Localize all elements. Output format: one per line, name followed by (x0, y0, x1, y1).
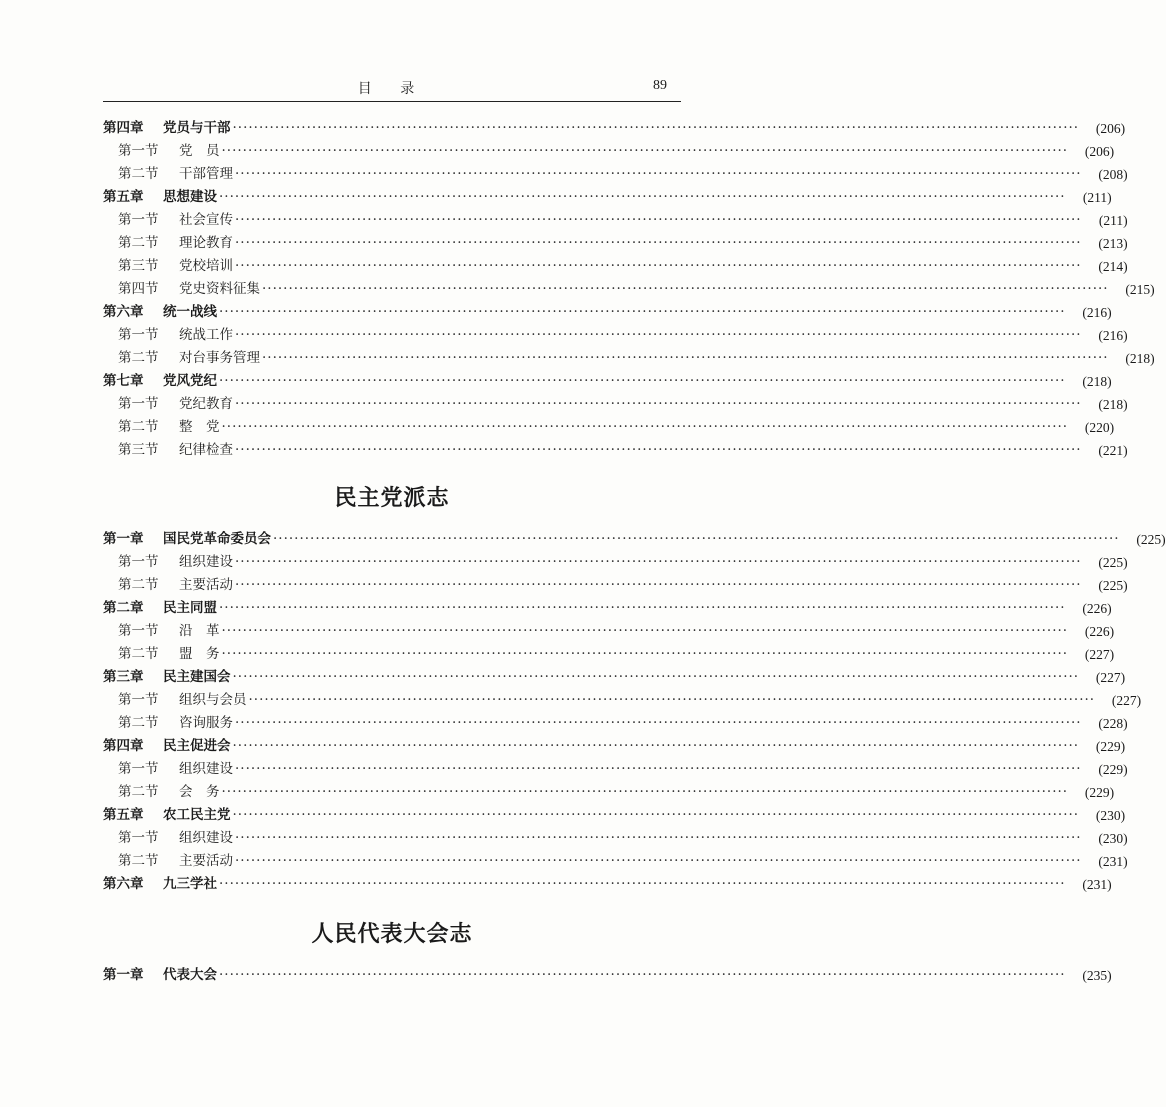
toc-entry-number: 第二节 (118, 715, 159, 731)
toc-page-number: (226) (1082, 601, 1112, 616)
toc-entry-number: 第一节 (118, 396, 159, 412)
toc-entry-title: 党 员 (179, 143, 220, 159)
toc-section-row (103, 620, 1115, 643)
toc-entry-label (103, 117, 231, 140)
toc-entry-label (103, 666, 231, 689)
part-title-democratic-parties: 民主党派志 (334, 486, 450, 511)
toc-leader-dots: ································································································································································ (221, 784, 1069, 800)
toc-entry-label (118, 347, 260, 370)
toc-leader-dots: ································································································································································ (219, 600, 1066, 616)
toc-entry-label (118, 163, 233, 186)
toc-section-row (103, 255, 1128, 278)
toc-entry-title: 民主同盟 (163, 600, 217, 616)
toc-page-number: (229) (1084, 785, 1115, 800)
toc-entry-number: 第一章 (103, 531, 144, 547)
toc-chapter-row (103, 117, 1126, 140)
toc-entry-number: 第一节 (118, 692, 159, 708)
toc-entry-title: 纪律检查 (179, 442, 233, 458)
toc-leader-dots: ································································································································································ (219, 189, 1066, 205)
toc-page-number: (218) (1098, 397, 1128, 412)
toc-leader-dots: ································································································································································ (262, 350, 1109, 366)
toc-entry-number: 第六章 (103, 304, 144, 320)
toc-entry-number: 第五章 (103, 807, 144, 823)
toc-section-row (103, 712, 1128, 735)
toc-entry-label (118, 209, 233, 232)
toc-section-row (103, 278, 1155, 301)
toc-entry-number: 第二章 (103, 600, 144, 616)
toc-chapter-row (103, 873, 1112, 896)
toc-entry-number: 第一节 (118, 623, 159, 639)
toc-entry-title: 党校培训 (179, 258, 233, 274)
toc-entry-label (118, 232, 233, 255)
toc-entry-number: 第二节 (118, 853, 159, 869)
toc-entry-number: 第二节 (118, 577, 159, 593)
toc-leader-dots: ································································································································································ (219, 967, 1066, 983)
toc-entry-label (103, 964, 217, 987)
toc-section-row (103, 439, 1128, 462)
toc-leader-dots: ································································································································································ (235, 715, 1082, 731)
toc-page-number: (225) (1136, 532, 1166, 547)
toc-page-number: (218) (1125, 351, 1155, 366)
toc-entry-label (118, 574, 233, 597)
toc-leader-dots: ································································································································································ (235, 258, 1082, 274)
header-title: 目 录 (357, 81, 427, 97)
toc-chapter-row (103, 666, 1126, 689)
toc-entry-title: 民主促进会 (163, 738, 231, 754)
toc-entry-number: 第三节 (118, 442, 159, 458)
toc-chapter-row (103, 804, 1126, 827)
toc-entry-label (118, 439, 233, 462)
toc-entry-title: 农工民主党 (163, 807, 231, 823)
toc-leader-dots: ································································································································································ (235, 442, 1082, 458)
toc-entry-number: 第七章 (103, 373, 144, 389)
toc-page-number: (208) (1098, 167, 1128, 182)
toc-page-number: (235) (1082, 968, 1112, 983)
toc-entry-label (103, 735, 231, 758)
toc-leader-dots: ································································································································································ (232, 807, 1080, 823)
page-header (103, 78, 681, 100)
toc-chapter-row (103, 301, 1112, 324)
toc-entry-number: 第四章 (103, 738, 144, 754)
toc-section-row (103, 393, 1128, 416)
toc-entry-label (118, 781, 220, 804)
toc-entry-title: 组织建设 (179, 830, 233, 846)
toc-entry-number: 第三节 (118, 258, 159, 274)
toc-entry-label (118, 712, 233, 735)
toc-leader-dots: ································································································································································ (232, 669, 1080, 685)
toc-leader-dots: ································································································································································ (221, 419, 1069, 435)
toc-block-peoples-congress (103, 964, 1112, 987)
toc-leader-dots: ································································································································································ (232, 738, 1080, 754)
toc-leader-dots: ································································································································································ (235, 327, 1082, 343)
toc-entry-number: 第一节 (118, 327, 159, 343)
toc-page-number: (216) (1098, 328, 1128, 343)
toc-entry-title: 统战工作 (179, 327, 233, 343)
toc-page-number: (229) (1095, 739, 1126, 754)
toc-page-number: (221) (1098, 443, 1128, 458)
toc-section-row (103, 781, 1115, 804)
toc-page-number: (225) (1098, 555, 1128, 570)
toc-chapter-row (103, 597, 1112, 620)
toc-page-number: (211) (1082, 190, 1112, 205)
toc-entry-title: 国民党革命委员会 (163, 531, 271, 547)
toc-entry-label (118, 278, 260, 301)
toc-entry-number: 第二节 (118, 166, 159, 182)
toc-entry-title: 咨询服务 (179, 715, 233, 731)
toc-entry-number: 第五章 (103, 189, 144, 205)
toc-page-number: (218) (1082, 374, 1112, 389)
toc-entry-title: 组织建设 (179, 554, 233, 570)
toc-leader-dots: ································································································································································ (235, 235, 1082, 251)
toc-section-row (103, 209, 1128, 232)
toc-entry-label (118, 324, 233, 347)
toc-entry-number: 第二节 (118, 235, 159, 251)
toc-entry-label (103, 873, 217, 896)
toc-entry-label (118, 827, 233, 850)
toc-section-row (103, 551, 1128, 574)
toc-entry-title: 理论教育 (179, 235, 233, 251)
toc-leader-dots: ································································································································································ (232, 120, 1080, 136)
toc-entry-label (118, 689, 247, 712)
toc-page-number: (206) (1095, 121, 1126, 136)
toc-entry-label (103, 186, 217, 209)
toc-entry-label (103, 301, 217, 324)
toc-entry-title: 社会宣传 (179, 212, 233, 228)
toc-entry-title: 思想建设 (163, 189, 217, 205)
toc-page-number: (220) (1084, 420, 1115, 435)
header-page-number: 89 (653, 78, 667, 93)
toc-entry-number: 第二节 (118, 784, 159, 800)
toc-entry-number: 第三章 (103, 669, 144, 685)
toc-entry-label (103, 528, 271, 551)
toc-entry-label (118, 255, 233, 278)
toc-entry-number: 第一节 (118, 830, 159, 846)
toc-entry-title: 整 党 (179, 419, 220, 435)
toc-entry-title: 党员与干部 (163, 120, 231, 136)
toc-section-row (103, 347, 1155, 370)
toc-leader-dots: ································································································································································ (221, 646, 1069, 662)
toc-page-number: (226) (1084, 624, 1115, 639)
toc-section-row (103, 643, 1115, 666)
toc-page-number: (213) (1098, 236, 1128, 251)
toc-entry-number: 第六章 (103, 876, 144, 892)
toc-entry-title: 会 务 (179, 784, 220, 800)
toc-entry-label (103, 597, 217, 620)
toc-entry-number: 第一章 (103, 967, 144, 983)
toc-chapter-row (103, 528, 1166, 551)
toc-section-row (103, 232, 1128, 255)
toc-entry-title: 代表大会 (163, 967, 217, 983)
toc-entry-title: 党纪教育 (179, 396, 233, 412)
toc-entry-label (118, 620, 220, 643)
toc-entry-title: 组织建设 (179, 761, 233, 777)
toc-block-party (103, 117, 1155, 462)
toc-leader-dots: ································································································································································ (221, 623, 1069, 639)
toc-section-row (103, 758, 1128, 781)
toc-leader-dots: ································································································································································ (235, 166, 1082, 182)
toc-section-row (103, 140, 1115, 163)
toc-section-row (103, 827, 1128, 850)
toc-page-number: (214) (1098, 259, 1128, 274)
toc-leader-dots: ································································································································································ (273, 531, 1120, 547)
toc-page-number: (227) (1111, 693, 1142, 708)
toc-entry-number: 第二节 (118, 646, 159, 662)
toc-entry-label (103, 370, 217, 393)
toc-entry-title: 干部管理 (179, 166, 233, 182)
toc-leader-dots: ································································································································································ (235, 830, 1082, 846)
toc-entry-number: 第四节 (118, 281, 159, 297)
toc-page-number: (206) (1084, 144, 1115, 159)
toc-section-row (103, 850, 1128, 873)
toc-leader-dots: ································································································································································ (235, 212, 1082, 228)
toc-entry-number: 第一节 (118, 761, 159, 777)
toc-leader-dots: ································································································································································ (221, 143, 1069, 159)
toc-leader-dots: ································································································································································ (235, 853, 1082, 869)
toc-entry-number: 第一节 (118, 143, 159, 159)
toc-page-number: (229) (1098, 762, 1128, 777)
toc-section-row (103, 574, 1128, 597)
toc-page-number: (215) (1125, 282, 1155, 297)
toc-section-row (103, 163, 1128, 186)
toc-entry-number: 第二节 (118, 350, 159, 366)
toc-leader-dots: ································································································································································ (235, 396, 1082, 412)
part-title-peoples-congress: 人民代表大会志 (311, 922, 473, 947)
toc-entry-title: 组织与会员 (179, 692, 247, 708)
toc-page-number: (231) (1082, 877, 1112, 892)
toc-entry-title: 主要活动 (179, 577, 233, 593)
toc-chapter-row (103, 735, 1126, 758)
toc-leader-dots: ································································································································································ (219, 373, 1066, 389)
header-rule (103, 101, 681, 102)
toc-entry-title: 民主建国会 (163, 669, 231, 685)
toc-entry-label (118, 643, 220, 666)
toc-leader-dots: ································································································································································ (262, 281, 1109, 297)
toc-leader-dots: ································································································································································ (219, 876, 1066, 892)
toc-leader-dots: ································································································································································ (219, 304, 1066, 320)
toc-entry-title: 沿 革 (179, 623, 220, 639)
toc-leader-dots: ································································································································································ (235, 577, 1082, 593)
toc-chapter-row (103, 186, 1112, 209)
toc-entry-label (118, 140, 220, 163)
toc-entry-number: 第四章 (103, 120, 144, 136)
toc-page-number: (211) (1098, 213, 1128, 228)
toc-entry-title: 对台事务管理 (179, 350, 260, 366)
toc-leader-dots: ································································································································································ (248, 692, 1096, 708)
toc-entry-title: 盟 务 (179, 646, 220, 662)
toc-entry-number: 第一节 (118, 212, 159, 228)
toc-entry-title: 九三学社 (163, 876, 217, 892)
toc-entry-label (118, 416, 220, 439)
toc-chapter-row (103, 964, 1112, 987)
toc-page-number: (230) (1095, 808, 1126, 823)
toc-entry-label (118, 393, 233, 416)
toc-page-number: (225) (1098, 578, 1128, 593)
toc-page-number: (227) (1095, 670, 1126, 685)
toc-chapter-row (103, 370, 1112, 393)
toc-page-number: (230) (1098, 831, 1128, 846)
toc-section-row (103, 324, 1128, 347)
toc-block-democratic-parties (103, 528, 1166, 896)
toc-entry-title: 主要活动 (179, 853, 233, 869)
toc-leader-dots: ································································································································································ (235, 554, 1082, 570)
toc-page-number: (216) (1082, 305, 1112, 320)
toc-section-row (103, 416, 1115, 439)
toc-entry-number: 第一节 (118, 554, 159, 570)
toc-page-number: (228) (1098, 716, 1128, 731)
toc-entry-label (118, 850, 233, 873)
toc-entry-label (118, 551, 233, 574)
toc-entry-title: 党风党纪 (163, 373, 217, 389)
toc-entry-label (103, 804, 231, 827)
toc-page-number: (227) (1084, 647, 1115, 662)
toc-entry-label (118, 758, 233, 781)
toc-entry-number: 第二节 (118, 419, 159, 435)
toc-leader-dots: ································································································································································ (235, 761, 1082, 777)
toc-section-row (103, 689, 1142, 712)
toc-entry-title: 统一战线 (163, 304, 217, 320)
toc-entry-title: 党史资料征集 (179, 281, 260, 297)
toc-page-number: (231) (1098, 854, 1128, 869)
